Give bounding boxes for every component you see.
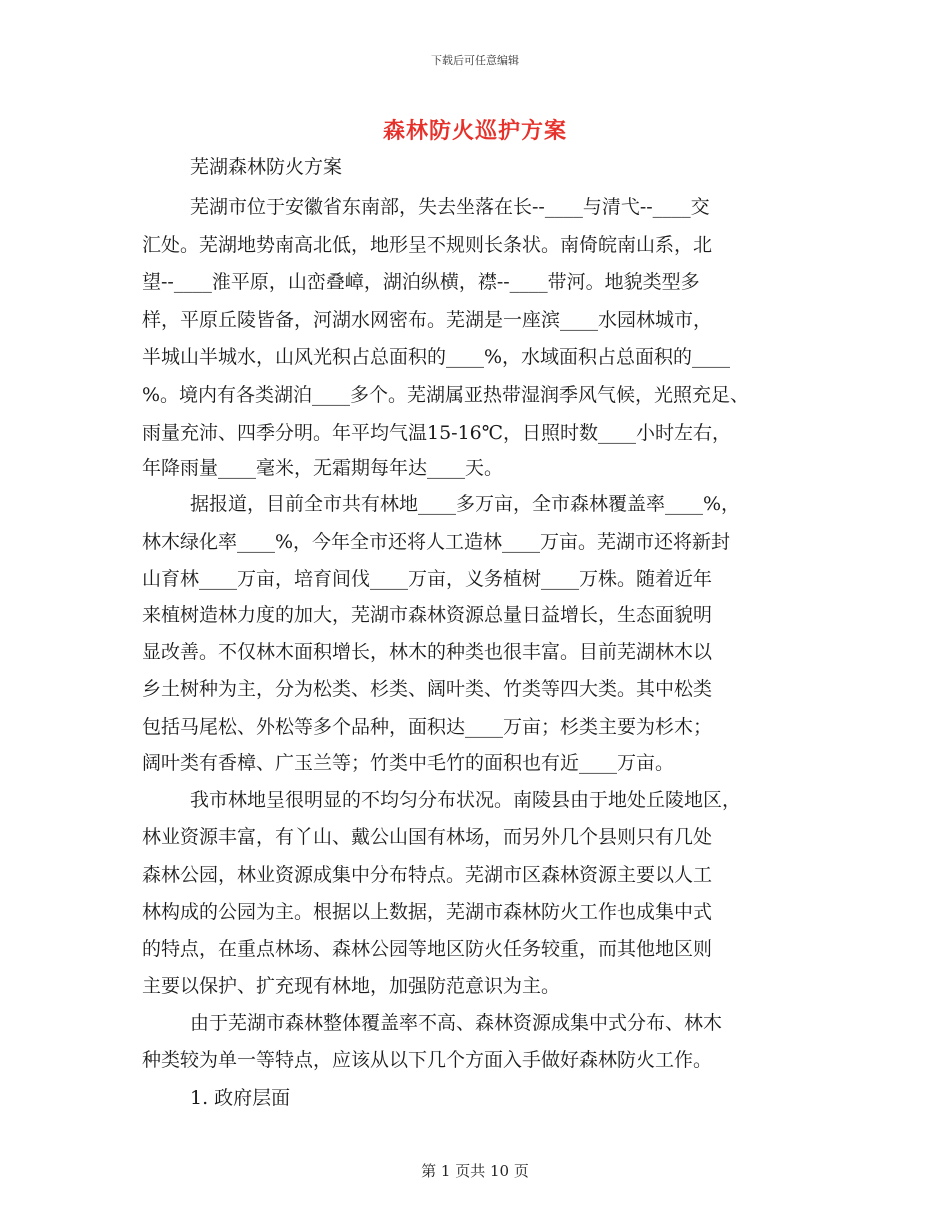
paragraph-line: 山育林____万亩，培育间伐____万亩，义务植树____万株。随着近年 [142,568,713,590]
paragraph-line: 主要以保护、扩充现有林地，加强防范意识为主。 [142,975,561,997]
paragraph-line: 林木绿化率____%，今年全市还将人工造林____万亩。芜湖市还将新封 [142,531,731,553]
page-footer: 第 1 页共 10 页 [421,1162,529,1180]
page-header: 下载后可任意编辑 [431,54,519,67]
paragraph-line: 汇处。芜湖地势南高北低，地形呈不规则长条状。南倚皖南山系，北 [142,234,713,256]
subtitle-line: 芜湖森林防火方案 [190,156,343,178]
paragraph-line: 林业资源丰富，有丫山、戴公山国有林场，而另外几个县则只有几处 [142,826,713,848]
paragraph-line: 年降雨量____毫米，无霜期每年达____天。 [142,457,504,479]
paragraph-line: 望--____淮平原，山峦叠嶂，湖泊纵横，襟--____带河。地貌类型多 [142,271,700,293]
paragraph-line: 来植树造林力度的加大，芜湖市森林资源总量日益增长，生态面貌明 [142,604,713,626]
paragraph-line: 乡土树种为主，分为松类、杉类、阔叶类、竹类等四大类。其中松类 [142,678,713,700]
paragraph-line: 林构成的公园为主。根据以上数据，芜湖市森林防火工作也成集中式 [142,901,713,923]
paragraph-line: 据报道，目前全市共有林地____多万亩，全市森林覆盖率____%， [190,493,741,515]
paragraph-line: 芜湖市位于安徽省东南部，失去坐落在长--____与清弋--____交 [190,196,710,218]
paragraph-line: 半城山半城水，山风光积占总面积的____%，水域面积占总面积的____ [142,346,731,368]
paragraph-line: 阔叶类有香樟、广玉兰等；竹类中毛竹的面积也有近____万亩。 [142,752,675,774]
paragraph-line: 显改善。不仅林木面积增长，林木的种类也很丰富。目前芜湖林木以 [142,641,713,663]
paragraph-line: 雨量充沛、四季分明。年平均气温15-16℃，日照时数____小时左右， [142,422,732,444]
paragraph-line: 种类较为单一等特点，应该从以下几个方面入手做好森林防火工作。 [142,1049,713,1071]
paragraph-line: 样，平原丘陵皆备，河湖水网密布。芜湖是一座滨____水园林城市， [142,309,713,331]
paragraph-line: 森林公园，林业资源成集中分布特点。芜湖市区森林资源主要以人工 [142,864,713,886]
paragraph-line: 的特点，在重点林场、森林公园等地区防火任务较重，而其他地区则 [142,938,713,960]
paragraph-line: %。境内有各类湖泊____多个。芜湖属亚热带湿润季风气候，光照充足、 [142,384,750,406]
document-title: 森林防火巡护方案 [382,118,567,144]
paragraph-line: 包括马尾松、外松等多个品种，面积达____万亩；杉类主要为杉木； [142,716,713,738]
section-heading: 1. 政府层面 [190,1087,291,1109]
paragraph-line: 由于芜湖市森林整体覆盖率不高、森林资源成集中式分布、林木 [190,1012,723,1034]
paragraph-line: 我市林地呈很明显的不均匀分布状况。南陵县由于地处丘陵地区， [190,789,742,811]
